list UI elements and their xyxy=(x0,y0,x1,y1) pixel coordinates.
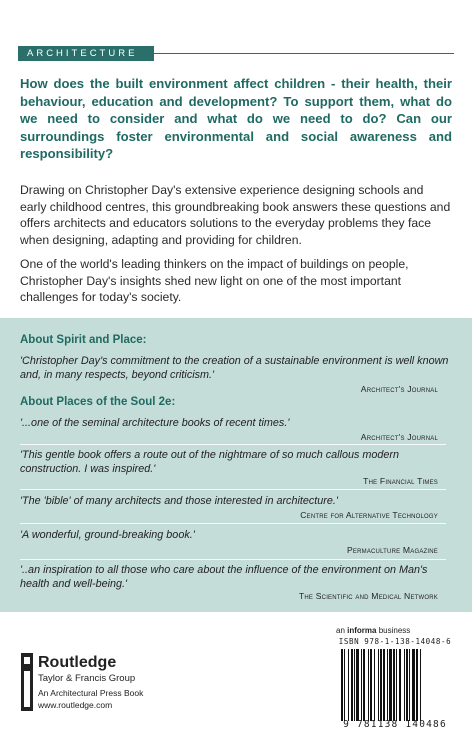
publisher-imprint: An Architectural Press Book xyxy=(38,688,144,698)
informa-tagline xyxy=(336,626,410,635)
informa-prefix: an xyxy=(336,626,348,635)
review-heading-2: About Places of the Soul 2e: xyxy=(20,396,176,408)
publisher-name: Routledge xyxy=(38,654,117,671)
isbn-label: ISBN 978-1-138-14048-6 xyxy=(338,637,452,646)
divider xyxy=(20,523,446,524)
body-paragraph-2: One of the world's leading thinkers on the impact of buildings on people, Christopher Day's insights shed new light on one of the most important challenges for today's society. xyxy=(20,257,409,305)
review-quote-2: '...one of the seminal architecture books of recent times.' xyxy=(20,417,290,429)
category-rule xyxy=(154,53,454,54)
barcode-graphic xyxy=(340,649,450,721)
review-quote-6: '..an inspiration to all those who care about the influence of the environment on Man's health and well-being.' xyxy=(20,564,428,590)
review-source-1: Architect's Journal xyxy=(360,384,438,394)
informa-suffix: business xyxy=(376,626,411,635)
body-paragraph-1: Drawing on Christopher Day's extensive experience designing schools and early childhood centres, this groundbreaking book answers these questions and offers architects and educators solutions to the everyday problems they face when designing, adapting and providing for children. xyxy=(20,183,451,247)
review-source-5: Permaculture Magazine xyxy=(346,545,438,555)
category-label: ARCHITECTURE xyxy=(18,46,154,61)
review-quote-1: 'Christopher Day's commitment to the creation of a sustainable environment is well known and, in many respects, beyond criticism.' xyxy=(20,355,449,381)
review-quote-5: 'A wonderful, ground-breaking book.' xyxy=(20,529,195,541)
review-quote-3: 'This gentle book offers a route out of the nightmare of so much callous modern construction. I was inspired.' xyxy=(20,449,399,475)
divider xyxy=(20,489,446,490)
publisher-url[interactable]: www.routledge.com xyxy=(38,700,113,710)
isbn-barcode-block xyxy=(336,637,454,733)
review-source-2: Architect's Journal xyxy=(360,432,438,442)
divider xyxy=(20,559,446,560)
review-source-4: Centre for Alternative Technology xyxy=(300,510,438,520)
divider xyxy=(20,444,446,445)
review-source-6: The Scientific and Medical Network xyxy=(298,591,438,601)
review-source-3: The Financial Times xyxy=(363,476,438,486)
reviews-panel xyxy=(0,318,472,612)
lead-paragraph: How does the built environment affect children - their health, their behaviour, education and development? To support them, what do we need to consider and what do we need to do? Can our surroundings foster environmental and social awareness and responsibility? xyxy=(20,76,452,162)
review-heading-1: About Spirit and Place: xyxy=(20,334,147,346)
review-quote-4: 'The 'bible' of many architects and those interested in architecture.' xyxy=(20,495,338,507)
informa-brand: informa xyxy=(347,626,377,635)
routledge-logo-icon xyxy=(21,653,33,711)
isbn-digits: 9 781138 140486 xyxy=(343,719,447,730)
publisher-group: Taylor & Francis Group xyxy=(38,673,136,684)
